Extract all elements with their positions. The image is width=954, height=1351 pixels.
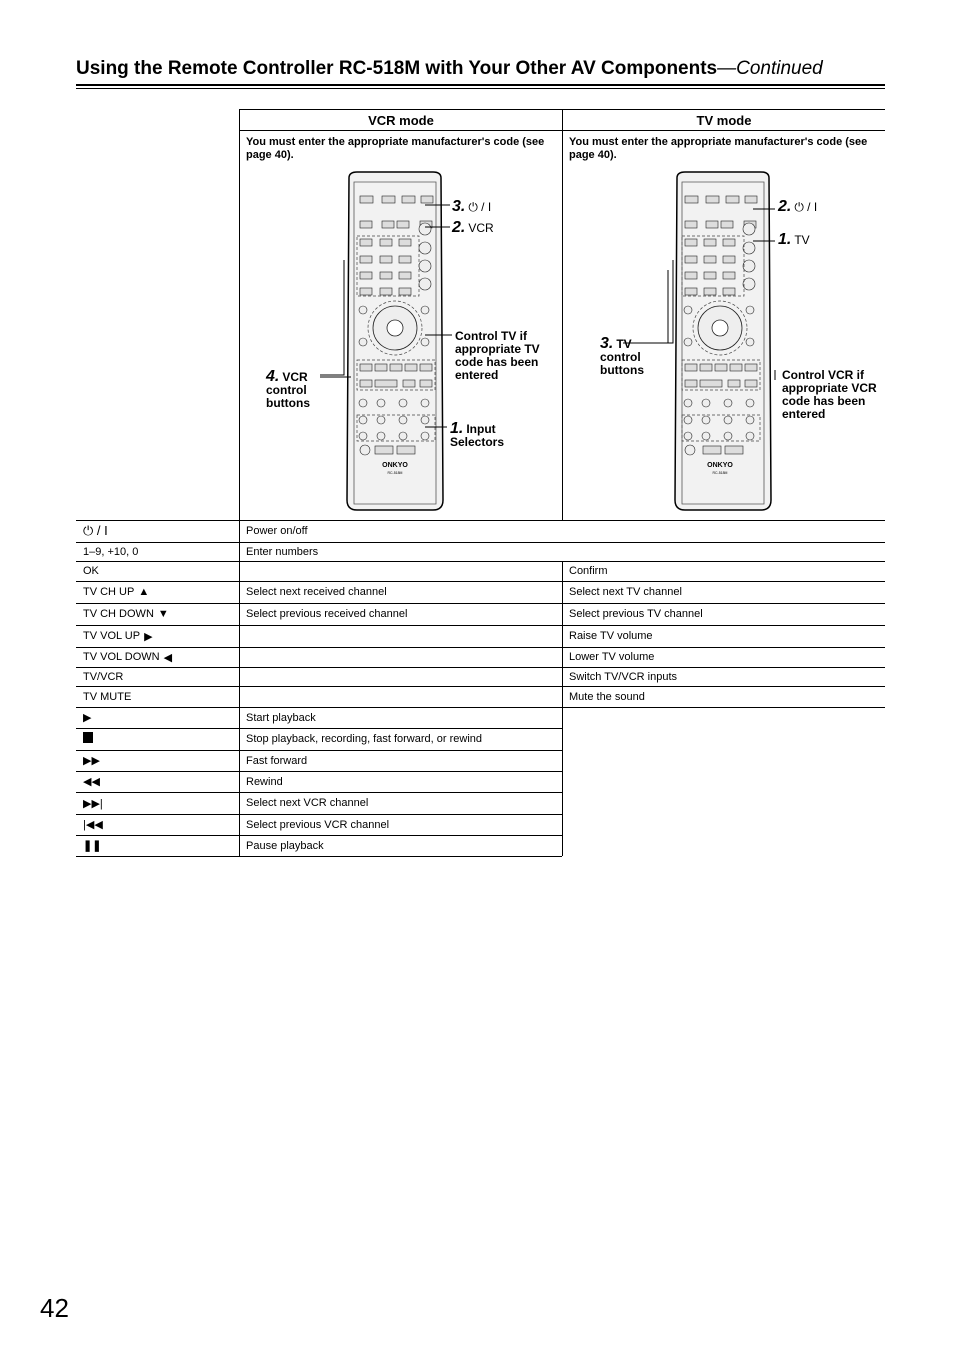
table-row-button: [83, 792, 103, 814]
table-row-button: [83, 835, 101, 856]
button-name: TV CH DOWN: [83, 608, 154, 620]
table-rule: [76, 771, 562, 772]
tv-control-vcr-label: Control VCR if appropriate VCR code has been entered: [782, 368, 877, 421]
table-row-vcr: Stop playback, recording, fast forward, or rewind: [246, 733, 483, 745]
table-row-button: [83, 561, 99, 581]
title-rule-thin: [76, 88, 885, 89]
table-row-button: [83, 581, 149, 603]
button-name: OK: [83, 565, 99, 577]
button-name: TV/VCR: [83, 670, 124, 683]
play-icon: ▶: [83, 712, 92, 724]
vcr-mode-header: VCR mode: [368, 112, 434, 128]
pause-icon: ❚❚: [83, 840, 102, 852]
table-row-tv: Select next TV channel: [569, 586, 682, 598]
table-row-vcr: Select next received channel: [246, 586, 387, 598]
table-row-tv: Lower TV volume: [569, 651, 655, 663]
table-row-button: [83, 771, 100, 792]
table-rule: [76, 542, 885, 543]
table-row-tv: Confirm: [569, 565, 608, 577]
table-row-button: [83, 603, 169, 625]
table-row-tv: Mute the sound: [569, 690, 645, 703]
remote-model: RC-518M: [712, 471, 728, 475]
vcr-step1: 1. Input Selectors: [450, 420, 505, 449]
table-row-vcr: Power on/off: [246, 525, 308, 537]
table-row-button: [83, 625, 153, 647]
tv-step2: 2. ⏻ / I: [778, 198, 818, 215]
button-name: TV CH UP: [83, 586, 135, 598]
tv-step1: 1. TV: [778, 231, 810, 248]
left-arrow-icon: ◀: [163, 651, 173, 664]
table-row-vcr: Fast forward: [246, 754, 308, 767]
up-arrow-icon: ▲: [138, 586, 150, 598]
vcr-step3: 3. ⏻ / I: [452, 198, 492, 215]
stop-icon: [83, 732, 93, 746]
title-suffix: —Continued: [717, 58, 823, 79]
remote-brand: ONKYO: [707, 462, 733, 469]
fast-forward-icon: ▶▶: [83, 755, 100, 767]
vcr-control-tv-label: Control TV if appropriate TV code has been entered: [455, 329, 540, 382]
table-rule: [76, 647, 885, 648]
table-rule: [76, 561, 885, 562]
table-rule: [76, 520, 885, 521]
power-icon: ⏻ / I: [794, 200, 818, 214]
table-row-vcr: Rewind: [246, 775, 283, 788]
down-arrow-icon: ▼: [157, 608, 169, 620]
tv-note: You must enter the appropriate manufacturer's code (see page 40).: [569, 136, 868, 161]
table-rule: [76, 625, 885, 626]
page-number: 42: [40, 1293, 69, 1323]
table-col-divider: [239, 520, 240, 856]
table-rule: [76, 667, 885, 668]
page-title: [76, 58, 823, 80]
table-row-button: [83, 728, 93, 750]
button-name: TV MUTE: [83, 690, 132, 703]
button-name: TV VOL DOWN: [83, 651, 160, 663]
table-row-tv: Switch TV/VCR inputs: [569, 670, 678, 683]
table-row-vcr: Select previous VCR channel: [246, 818, 390, 831]
table-row-button: [83, 686, 131, 707]
table-rule: [76, 603, 885, 604]
tv-mode-header: TV mode: [696, 112, 752, 128]
table-row-tv: Raise TV volume: [569, 630, 653, 642]
table-rule: [76, 856, 562, 857]
power-icon: ⏻ / I: [468, 200, 492, 214]
remote-brand: ONKYO: [382, 462, 408, 469]
vcr-step4: 4. VCR control buttons: [266, 368, 310, 410]
tv-step3: 3. TV control buttons: [600, 335, 644, 377]
vcr-step2: 2. VCR: [452, 219, 494, 236]
vcr-callout-lines: [240, 130, 562, 520]
table-row-button: [83, 750, 100, 771]
next-icon: ▶▶|: [83, 797, 103, 810]
power-icon: ⏻ / I: [83, 523, 108, 538]
remote-model: RC-518M: [387, 471, 403, 475]
table-row-button: [83, 520, 108, 542]
table-row-button: [83, 542, 138, 561]
table-row-vcr: Pause playback: [246, 839, 324, 852]
title-rule: [76, 84, 885, 86]
table-rule: [76, 581, 885, 582]
right-arrow-icon: ▶: [144, 630, 153, 643]
table-row-vcr: Start playback: [246, 711, 316, 724]
table-row-vcr: Enter numbers: [246, 545, 319, 558]
button-name: 1–9, +10, 0: [83, 545, 139, 558]
table-row-button: [83, 814, 103, 835]
table-row-button: [83, 667, 123, 686]
table-row-button: [83, 707, 91, 728]
table-row-button: [83, 647, 172, 667]
table-row-vcr: Select previous received channel: [246, 608, 408, 620]
table-col-divider: [562, 707, 563, 856]
title-main: Using the Remote Controller RC-518M with Your Other AV Components: [76, 58, 718, 79]
table-rule: [76, 686, 885, 687]
table-row-vcr: Select next VCR channel: [246, 797, 369, 809]
button-name: TV VOL UP: [83, 630, 141, 642]
table-row-tv: Select previous TV channel: [569, 608, 703, 620]
table-rule: [76, 707, 885, 708]
tv-callout-lines: [563, 130, 885, 520]
table-rule: [76, 750, 562, 751]
rewind-icon: ◀◀: [83, 776, 100, 788]
previous-icon: |◀◀: [83, 819, 103, 831]
vcr-note: You must enter the appropriate manufacturer's code (see page 40).: [246, 136, 545, 161]
